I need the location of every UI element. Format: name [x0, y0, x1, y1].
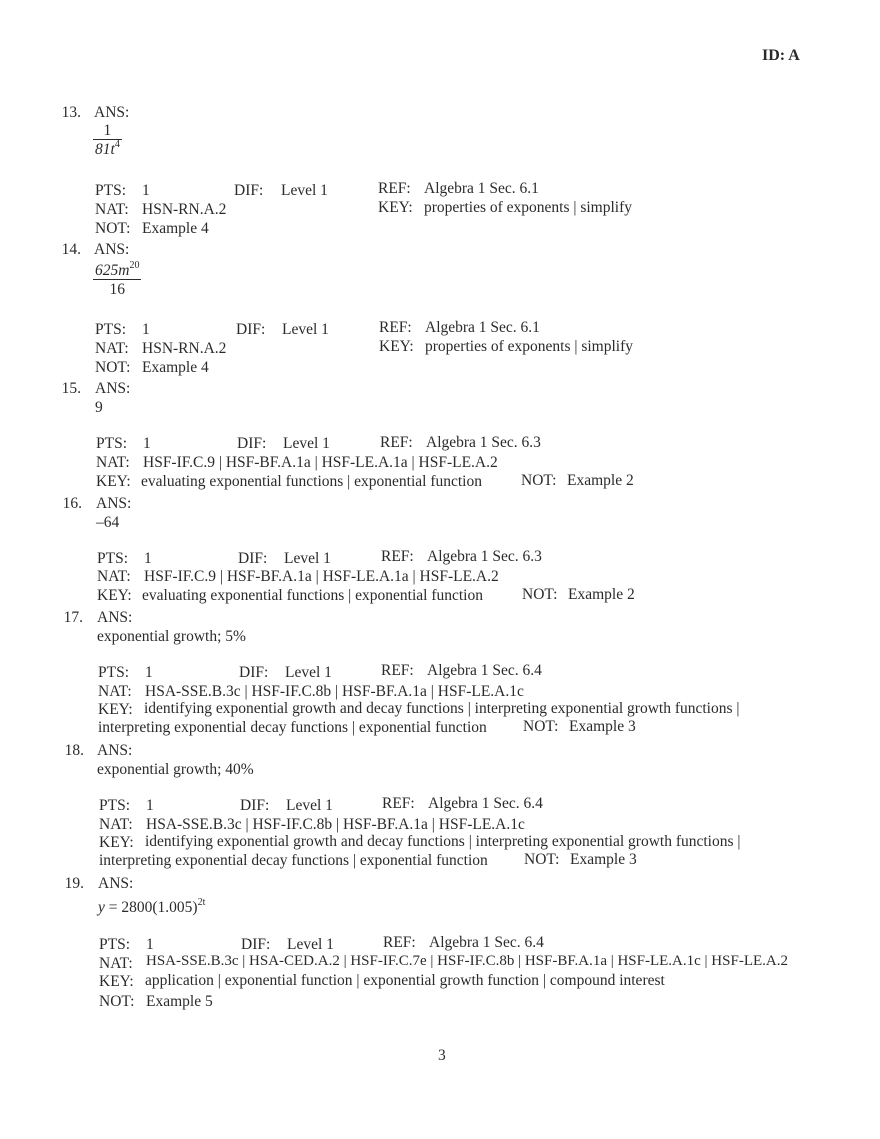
question-number: 16.	[62, 495, 82, 512]
pts-label: PTS:	[99, 797, 131, 814]
dif-label: DIF:	[239, 664, 269, 681]
page-number: 3	[438, 1047, 446, 1064]
equation-rhs: = 2800(1.005)	[104, 899, 198, 916]
nat-value: HSN-RN.A.2	[142, 201, 227, 218]
ans-label: ANS:	[96, 495, 132, 512]
ans-label: ANS:	[95, 380, 131, 397]
question-number: 19.	[64, 875, 84, 892]
key-value: properties of exponents | simplify	[424, 199, 633, 216]
nat-value: HSN-RN.A.2	[142, 340, 227, 357]
ans-label: ANS:	[98, 875, 134, 892]
dif-value: Level 1	[284, 550, 331, 567]
pts-value: 1	[146, 936, 154, 953]
key-label: KEY:	[379, 338, 414, 355]
answer-value: exponential growth; 5%	[97, 628, 246, 645]
key-label: KEY:	[378, 199, 413, 216]
not-label: NOT:	[523, 718, 559, 735]
key-label: KEY:	[99, 834, 134, 851]
ans-label: ANS:	[97, 609, 133, 626]
nat-value: HSF-IF.C.9 | HSF-BF.A.1a | HSF-LE.A.1a | HSF-LE.A.2	[143, 454, 498, 471]
key-value: properties of exponents | simplify	[425, 338, 634, 355]
pts-value: 1	[145, 664, 153, 681]
ref-label: REF:	[383, 934, 416, 951]
key-label: KEY:	[98, 701, 133, 718]
equation-exponent: 2t	[197, 897, 206, 908]
not-label: NOT:	[522, 586, 558, 603]
denominator-base: 81t	[95, 141, 115, 158]
fraction-denominator	[93, 140, 122, 159]
pts-label: PTS:	[95, 182, 127, 199]
dif-label: DIF:	[241, 936, 271, 953]
key-value: application | exponential function | exponential growth function | compound interest	[145, 972, 665, 989]
question-number: 17.	[63, 609, 83, 626]
key-label: KEY:	[97, 587, 132, 604]
question-number: 13.	[61, 104, 81, 121]
answer-value: –64	[96, 514, 120, 531]
numerator-base: 625m	[95, 262, 130, 279]
ans-label: ANS:	[94, 241, 130, 258]
nat-label: NAT:	[98, 683, 132, 700]
key-label: KEY:	[99, 973, 134, 990]
nat-label: NAT:	[95, 201, 129, 218]
fraction-denominator: 16	[109, 281, 125, 298]
answer-value: exponential growth; 40%	[97, 761, 254, 778]
not-label: NOT:	[521, 472, 557, 489]
key-value-continued: interpreting exponential decay functions | exponential function	[99, 852, 488, 869]
key-value-continued: interpreting exponential decay functions | exponential function	[98, 719, 487, 736]
ref-value: Algebra 1 Sec. 6.4	[427, 662, 542, 679]
answer-fraction	[93, 262, 141, 299]
nat-label: NAT:	[99, 955, 133, 972]
not-value: Example 4	[142, 359, 209, 376]
dif-value: Level 1	[287, 936, 334, 953]
nat-label: NAT:	[97, 568, 131, 585]
fraction-numerator: 1	[93, 122, 122, 140]
not-value: Example 2	[567, 472, 634, 489]
dif-value: Level 1	[286, 797, 333, 814]
nat-label: NAT:	[96, 454, 130, 471]
pts-label: PTS:	[99, 936, 131, 953]
ans-label: ANS:	[97, 742, 133, 759]
pts-value: 1	[142, 182, 150, 199]
not-label: NOT:	[99, 993, 135, 1010]
ref-label: REF:	[378, 180, 411, 197]
equation-lhs: y	[98, 899, 105, 916]
dif-label: DIF:	[237, 435, 267, 452]
denominator-exponent: 4	[114, 139, 120, 150]
ref-label: REF:	[381, 548, 414, 565]
dif-label: DIF:	[240, 797, 270, 814]
ans-label: ANS:	[94, 104, 130, 121]
not-value: Example 4	[142, 220, 209, 237]
not-label: NOT:	[524, 851, 560, 868]
pts-label: PTS:	[95, 321, 127, 338]
ref-value: Algebra 1 Sec. 6.3	[426, 434, 541, 451]
ref-value: Algebra 1 Sec. 6.1	[425, 319, 540, 336]
fraction-numerator	[93, 262, 141, 280]
ref-label: REF:	[381, 662, 414, 679]
pts-value: 1	[144, 550, 152, 567]
not-value: Example 5	[146, 993, 213, 1010]
key-value: evaluating exponential functions | exponential function	[142, 587, 483, 604]
numerator-exponent: 20	[129, 260, 140, 271]
ref-value: Algebra 1 Sec. 6.4	[429, 934, 544, 951]
nat-value: HSA-SSE.B.3c | HSA-CED.A.2 | HSF-IF.C.7e | HSF-IF.C.8b | HSF-BF.A.1a | HSF-LE.A.1c | HSF-LE.A.2	[146, 953, 788, 969]
question-number: 15.	[61, 380, 81, 397]
answer-value: 9	[95, 399, 103, 416]
pts-value: 1	[142, 321, 150, 338]
key-value: identifying exponential growth and decay functions | interpreting exponential growth functions |	[144, 700, 740, 717]
ref-value: Algebra 1 Sec. 6.3	[427, 548, 542, 565]
pts-value: 1	[146, 797, 154, 814]
pts-label: PTS:	[98, 664, 130, 681]
key-value: identifying exponential growth and decay functions | interpreting exponential growth functions |	[145, 833, 741, 850]
question-number: 14.	[61, 241, 81, 258]
key-label: KEY:	[96, 473, 131, 490]
ref-label: REF:	[379, 319, 412, 336]
dif-label: DIF:	[238, 550, 268, 567]
not-value: Example 2	[568, 586, 635, 603]
not-label: NOT:	[95, 220, 131, 237]
nat-value: HSA-SSE.B.3c | HSF-IF.C.8b | HSF-BF.A.1a | HSF-LE.A.1c	[145, 683, 524, 700]
ref-label: REF:	[382, 795, 415, 812]
ref-label: REF:	[380, 434, 413, 451]
nat-value: HSF-IF.C.9 | HSF-BF.A.1a | HSF-LE.A.1a | HSF-LE.A.2	[144, 568, 499, 585]
answer-equation	[98, 898, 205, 917]
key-value: evaluating exponential functions | exponential function	[141, 473, 482, 490]
pts-value: 1	[143, 435, 151, 452]
document-id: ID: A	[762, 47, 800, 64]
dif-value: Level 1	[285, 664, 332, 681]
dif-value: Level 1	[282, 321, 329, 338]
not-label: NOT:	[95, 359, 131, 376]
question-number: 18.	[64, 742, 84, 759]
nat-label: NAT:	[99, 816, 133, 833]
not-value: Example 3	[569, 718, 636, 735]
dif-label: DIF:	[234, 182, 264, 199]
dif-label: DIF:	[236, 321, 266, 338]
dif-value: Level 1	[281, 182, 328, 199]
dif-value: Level 1	[283, 435, 330, 452]
nat-value: HSA-SSE.B.3c | HSF-IF.C.8b | HSF-BF.A.1a | HSF-LE.A.1c	[146, 816, 525, 833]
ref-value: Algebra 1 Sec. 6.1	[424, 180, 539, 197]
answer-fraction	[93, 122, 122, 159]
pts-label: PTS:	[96, 435, 128, 452]
pts-label: PTS:	[97, 550, 129, 567]
nat-label: NAT:	[95, 340, 129, 357]
not-value: Example 3	[570, 851, 637, 868]
ref-value: Algebra 1 Sec. 6.4	[428, 795, 543, 812]
